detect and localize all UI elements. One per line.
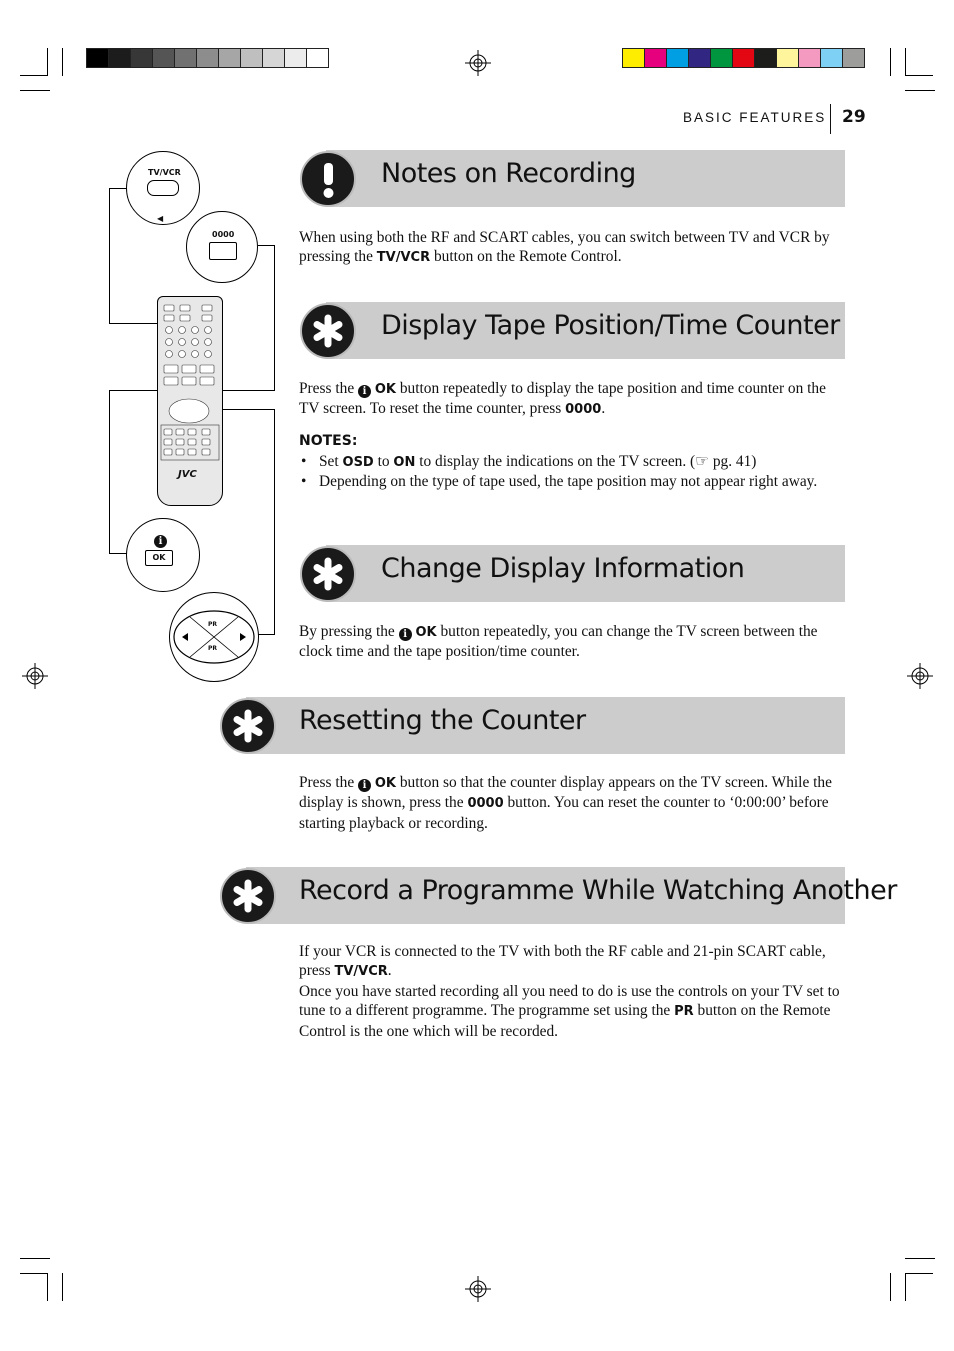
callout-line	[258, 245, 275, 246]
counter-reset-label: 0000	[212, 230, 235, 239]
crop-mark	[47, 48, 48, 76]
key-label: OK	[415, 625, 437, 640]
text-run: .	[387, 962, 392, 980]
color-swatch	[108, 48, 131, 68]
crop-mark	[62, 48, 63, 76]
color-swatch	[284, 48, 307, 68]
section-body	[299, 379, 844, 420]
color-swatch	[644, 48, 667, 68]
section-banner	[246, 697, 845, 754]
color-swatch	[710, 48, 733, 68]
color-swatch	[262, 48, 285, 68]
tvvcr-callout	[126, 151, 200, 225]
key-label: TV/VCR	[334, 964, 388, 980]
section-title: Display Tape Position/Time Counter	[381, 310, 840, 341]
key-label: PR	[674, 1004, 694, 1020]
paragraph	[299, 982, 844, 1041]
key-label: OK	[374, 776, 396, 791]
page-number: 29	[842, 107, 866, 127]
registration-mark	[905, 661, 935, 691]
color-swatch	[130, 48, 153, 68]
ok-button	[145, 550, 173, 566]
paragraph	[299, 228, 844, 268]
info-icon: i	[399, 628, 412, 641]
color-swatch	[842, 48, 865, 68]
paragraph	[299, 379, 844, 420]
text-run: Press the	[299, 380, 358, 397]
text-run: button on the Remote Control.	[430, 248, 622, 266]
crop-mark	[905, 75, 933, 76]
callout-line	[109, 390, 159, 391]
registration-mark	[463, 48, 493, 78]
color-swatch	[732, 48, 755, 68]
color-swatch	[798, 48, 821, 68]
key-label: ON	[393, 455, 416, 470]
text-run: Depending on the type of tape used, the tape position may not appear right away.	[319, 473, 818, 491]
text-run: to display the indications on the TV screen. (	[415, 453, 696, 470]
color-swatch	[240, 48, 263, 68]
info-icon: i	[358, 385, 371, 398]
info-icon: i	[154, 535, 167, 548]
list-item	[299, 472, 844, 491]
crop-mark	[20, 75, 48, 76]
pr-navigation-callout	[169, 592, 259, 682]
ok-button-label: OK	[152, 553, 166, 562]
section-banner	[246, 867, 897, 924]
color-swatch	[218, 48, 241, 68]
color-swatch	[306, 48, 329, 68]
color-swatch	[754, 48, 777, 68]
pointing-hand-icon: ☞	[695, 453, 709, 470]
asterisk-icon	[220, 698, 276, 754]
info-icon: i	[358, 779, 371, 792]
list-item	[299, 452, 844, 472]
ok-callout	[126, 518, 200, 592]
text-run: When using both the RF and SCART cables, you can switch between TV and VCR by pressing the	[299, 229, 830, 266]
text-run: Press the	[299, 774, 358, 791]
color-swatch	[622, 48, 645, 68]
brand-logo: JVC	[178, 469, 197, 480]
section-title: Notes on Recording	[381, 158, 636, 189]
crop-mark	[890, 1273, 891, 1301]
crop-mark	[20, 90, 50, 91]
callout-line	[220, 390, 275, 391]
callout-line	[258, 634, 275, 635]
callout-line	[109, 390, 110, 554]
key-label: 0000	[467, 796, 504, 812]
text-run: button. You can reset the counter to ‘0:00:00’ before starting playback or recording.	[299, 794, 829, 832]
color-swatch	[820, 48, 843, 68]
crop-mark	[905, 48, 906, 76]
color-swatch	[86, 48, 109, 68]
crop-mark	[905, 90, 935, 91]
text-run: Once you have started recording all you need to do is use the controls on your TV set to tune to a different programme. The programme set using the	[299, 982, 840, 1020]
remote-control	[157, 296, 223, 506]
section-title: Record a Programme While Watching Another	[299, 875, 897, 906]
crop-mark	[905, 1273, 906, 1301]
tvvcr-button	[147, 180, 179, 196]
text-run: button repeatedly to display the tape position and time counter on the TV screen. To reset the time counter, press	[299, 380, 826, 418]
notes-list	[299, 452, 844, 492]
callout-line	[109, 188, 110, 324]
registration-mark	[463, 1274, 493, 1304]
callout-line	[109, 188, 127, 189]
pr-up-label: PR	[208, 621, 218, 628]
section-title: Resetting the Counter	[299, 705, 586, 736]
crop-mark	[905, 1273, 933, 1274]
callout-line	[274, 409, 275, 635]
section-banner	[326, 302, 845, 359]
crop-mark	[20, 1258, 50, 1259]
header-divider	[830, 104, 831, 134]
text-run: .	[601, 400, 606, 418]
callout-line	[274, 245, 275, 391]
color-swatch	[174, 48, 197, 68]
key-label: 0000	[565, 402, 602, 418]
tvvcr-label: TV/VCR	[148, 168, 181, 177]
asterisk-icon	[300, 546, 356, 602]
text-run: By pressing the	[299, 623, 399, 640]
paragraph	[299, 622, 844, 662]
callout-line	[109, 553, 127, 554]
key-label: TV/VCR	[376, 250, 431, 266]
paragraph	[299, 942, 844, 982]
crop-mark	[47, 1273, 48, 1301]
crop-mark	[905, 1258, 935, 1259]
rewind-icon: ◀	[157, 214, 164, 223]
section-title: Change Display Information	[381, 553, 745, 584]
section-banner	[326, 545, 845, 602]
color-swatch	[688, 48, 711, 68]
text-run: button repeatedly, you can change the TV screen between the clock time and the tape position/time counter.	[299, 623, 818, 661]
section-body	[299, 773, 844, 833]
crop-mark	[890, 48, 891, 76]
text-run: pg. 41)	[708, 453, 757, 470]
running-header: BASIC FEATURES	[683, 110, 827, 125]
pr-down-label: PR	[208, 645, 218, 652]
text-run: If your VCR is connected to the TV with both the RF cable and 21-pin SCART cable, press	[299, 943, 826, 980]
callout-line	[109, 323, 159, 324]
key-label: OK	[374, 382, 396, 397]
text-run: button on the Remote Control is the one which will be recorded.	[299, 1002, 831, 1040]
navigation-pad	[170, 593, 258, 681]
asterisk-icon	[300, 303, 356, 359]
section-body	[299, 228, 844, 268]
text-run: Set	[319, 453, 343, 470]
callout-line	[220, 409, 275, 410]
notes-heading: NOTES:	[299, 433, 358, 449]
key-label: OSD	[342, 455, 374, 470]
color-swatch	[666, 48, 689, 68]
color-swatch	[196, 48, 219, 68]
section-body	[299, 942, 844, 1041]
asterisk-icon	[220, 868, 276, 924]
section-banner	[326, 150, 845, 207]
counter-reset-callout	[186, 211, 258, 283]
crop-mark	[20, 1273, 48, 1274]
color-swatch	[152, 48, 175, 68]
registration-mark	[20, 661, 50, 691]
section-body	[299, 622, 844, 662]
text-run: to	[373, 453, 394, 470]
crop-mark	[62, 1273, 63, 1301]
text-run: button so that the counter display appears on the TV screen. While the display is shown, press the	[299, 774, 832, 812]
counter-reset-button	[209, 242, 237, 260]
color-swatch	[776, 48, 799, 68]
paragraph	[299, 773, 844, 833]
exclamation-icon	[300, 151, 356, 207]
